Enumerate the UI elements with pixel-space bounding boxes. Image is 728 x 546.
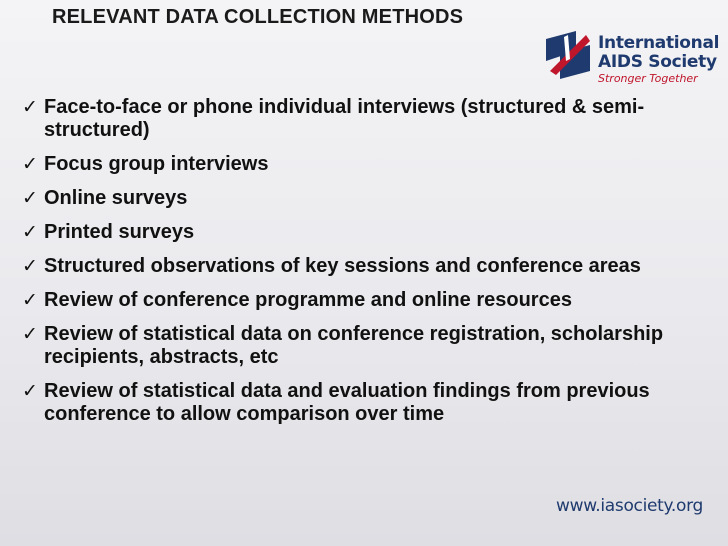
checkmark-icon: ✓ [22,380,38,402]
methods-list [22,96,702,437]
checkmark-icon: ✓ [22,221,38,243]
list-item [22,153,702,176]
logo-line-1: International [598,33,720,53]
checkmark-icon: ✓ [22,289,38,311]
list-item [22,96,702,142]
checkmark-icon: ✓ [22,153,38,175]
checkmark-icon: ✓ [22,255,38,277]
ias-logo-text [598,34,719,85]
ias-logo-mark-icon [546,31,590,79]
list-item-text: Face-to-face or phone individual interviews (structured & semi-structured) [44,96,645,141]
logo-line-2: AIDS Society [598,52,717,72]
footer-url[interactable]: www.iasociety.org [556,496,703,516]
list-item-text: Structured observations of key sessions and conference areas [44,255,641,277]
list-item-text: Review of statistical data on conference registration, scholarship recipients, abstracts, etc [44,323,664,368]
list-item-text: Printed surveys [44,221,195,243]
list-item [22,221,702,244]
list-item [22,187,702,210]
checkmark-icon: ✓ [22,187,38,209]
list-item-text: Review of statistical data and evaluation findings from previous conference to allow comparison over time [44,380,650,425]
slide-title: RELEVANT DATA COLLECTION METHODS [52,6,464,28]
checkmark-icon: ✓ [22,96,38,118]
list-item [22,323,702,369]
list-item [22,289,702,312]
logo-tagline: Stronger Together [598,72,698,85]
list-item [22,255,702,278]
ias-logo [546,31,720,93]
list-item-text: Online surveys [44,187,188,209]
list-item-text: Focus group interviews [44,153,269,175]
checkmark-icon: ✓ [22,323,38,345]
list-item [22,380,702,426]
list-item-text: Review of conference programme and online resources [44,289,572,311]
